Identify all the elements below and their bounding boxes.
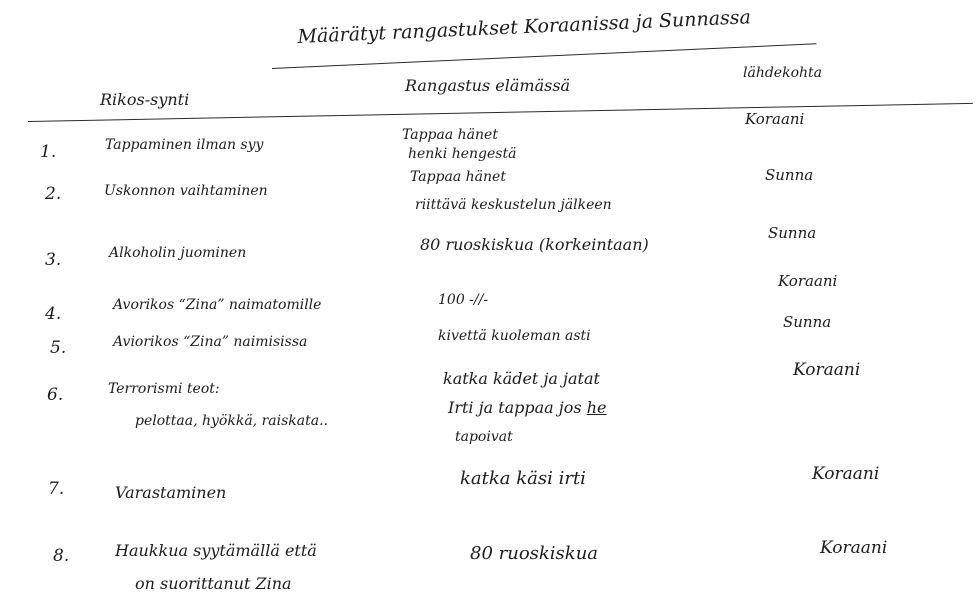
row-7-crime: Varastaminen [115,483,227,502]
row-7-penalty: katka käsi irti [460,468,586,489]
row-6-number: 6. [47,385,64,405]
header-penalty: Rangastus elämässä [405,76,571,95]
page-title: Määrätyt rangastukset Koraanissa ja Sunnassa [297,6,752,48]
row-4-crime: Avorikos “Zina” naimatomille [113,297,322,313]
row-5-penalty: kivettä kuoleman asti [438,328,591,344]
row-1-number: 1. [40,142,57,162]
row-7-number: 7. [48,479,65,499]
row-2-crime: Uskonnon vaihtaminen [104,183,268,199]
row-5-number: 5. [50,338,67,358]
row-8-source: Koraani [820,538,888,558]
row-1-source: Koraani [745,110,805,128]
row-1-penalty-line-1: Tappaa hänet [402,127,498,143]
row-8-crime-line-1: Haukkua syytämällä että [115,541,317,560]
row-8-penalty: 80 ruoskiskua [470,543,599,564]
header-source: lähdekohta [743,65,822,81]
row-8-crime-line-2: on suorittanut Zina [135,574,292,593]
row-3-penalty: 80 ruoskiskua (korkeintaan) [420,235,649,254]
row-2-penalty-line-2: riittävä keskustelun jälkeen [415,197,612,213]
row-3-source: Sunna [768,224,817,242]
row-6-penalty-emphasis: he [586,398,607,417]
row-3-crime: Alkoholin juominen [109,245,247,261]
row-6-penalty-line-1: katka kädet ja jatat [443,369,600,388]
row-6-crime-line-2: pelottaa, hyökkä, raiskata.. [135,413,328,429]
header-crime: Rikos-synti [100,90,190,109]
row-2-source: Sunna [765,166,814,184]
row-8-number: 8. [53,546,70,566]
row-7-source: Koraani [812,464,880,484]
row-1-penalty-line-2: henki hengestä [408,146,517,162]
row-4-number: 4. [45,304,62,324]
row-2-number: 2. [45,184,62,204]
row-6-penalty-line-2: Irti ja tappaa jos he [448,398,607,417]
row-4-source: Koraani [778,272,838,290]
row-5-crime: Aviorikos “Zina” naimisissa [113,334,308,350]
row-6-penalty-line-3: tapoivat [455,429,513,445]
row-1-crime: Tappaminen ilman syy [105,137,264,153]
title-underline [272,43,816,69]
row-5-source: Sunna [783,313,832,331]
row-4-penalty: 100 -//- [438,292,489,308]
row-6-crime-line-1: Terrorismi teot: [108,381,220,397]
row-2-penalty-line-1: Tappaa hänet [410,169,506,185]
row-6-source: Koraani [793,360,861,380]
row-3-number: 3. [45,250,62,270]
